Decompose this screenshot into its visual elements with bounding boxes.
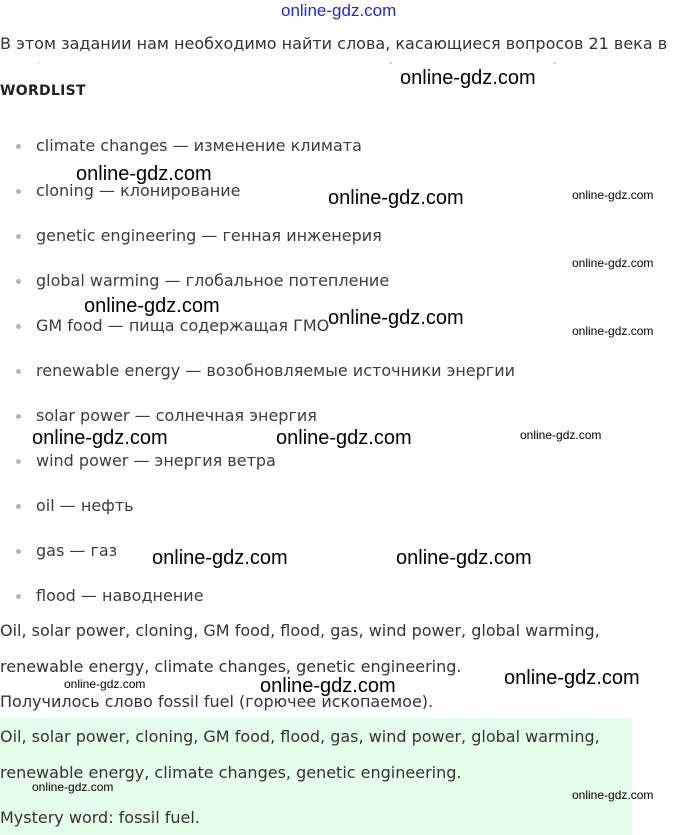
list-item: oil — нефть xyxy=(0,490,515,535)
solution-result: Получилось слово fossil fuel (горючее ископаемое). xyxy=(0,692,434,711)
word-ru: наводнение xyxy=(101,586,204,605)
clipped-text-fragment: ˘ xyxy=(388,62,393,73)
watermark: online-gdz.com xyxy=(76,163,212,185)
bullet-icon xyxy=(16,414,21,419)
word-en: global warming xyxy=(36,271,160,290)
word-en: solar power xyxy=(36,406,130,425)
list-item: global warming — глобальное потепление xyxy=(0,265,515,310)
word-en: wind power xyxy=(36,451,129,470)
word-ru: пища содержащая ГМО xyxy=(128,316,330,335)
list-item: gas — газ xyxy=(0,535,515,580)
watermark: online-gdz.com xyxy=(32,427,168,449)
watermark: online-gdz.com xyxy=(152,547,288,569)
watermark: online-gdz.com xyxy=(328,187,464,209)
watermark: online-gdz.com xyxy=(520,428,602,442)
list-item: climate changes — изменение климата xyxy=(0,130,515,175)
list-item: genetic engineering — генная инженерия xyxy=(0,220,515,265)
watermark: online-gdz.com xyxy=(32,780,114,794)
watermark: online-gdz.com xyxy=(504,667,640,689)
word-en: genetic engineering xyxy=(36,226,197,245)
bullet-icon xyxy=(16,549,21,554)
bullet-icon xyxy=(16,594,21,599)
watermark: online-gdz.com xyxy=(396,547,532,569)
word-ru: солнечная энергия xyxy=(155,406,317,425)
mystery-word: Mystery word: fossil fuel. xyxy=(0,808,200,827)
list-item: cloning — клонирование xyxy=(0,175,515,220)
site-watermark-header: online-gdz.com xyxy=(281,1,397,20)
bullet-icon xyxy=(16,324,21,329)
watermark: online-gdz.com xyxy=(84,295,220,317)
watermark: online-gdz.com xyxy=(276,427,412,449)
word-ru: газ xyxy=(90,541,118,560)
watermark: online-gdz.com xyxy=(400,67,536,89)
word-ru: генная инженерия xyxy=(222,226,382,245)
word-ru: глобальное потепление xyxy=(185,271,390,290)
clipped-text-fragment: ˘ xyxy=(552,62,557,73)
watermark: online-gdz.com xyxy=(260,675,396,697)
word-ru: возобновляемые источники энергии xyxy=(206,361,516,380)
word-en: GM food xyxy=(36,316,103,335)
bullet-icon xyxy=(16,189,21,194)
answer-line-2: renewable energy, climate changes, genetic engineering. xyxy=(0,763,462,782)
list-item: GM food — пища содержащая ГМО xyxy=(0,310,515,355)
answer-line-1: Oil, solar power, cloning, GM food, flood, gas, wind power, global warming, xyxy=(0,727,600,746)
word-en: climate changes xyxy=(36,136,168,155)
solution-line-1: Oil, solar power, cloning, GM food, flood, gas, wind power, global warming, xyxy=(0,621,600,640)
list-item: renewable energy — возобновляемые источники энергии xyxy=(0,355,515,400)
word-en: flood xyxy=(36,586,76,605)
watermark: online-gdz.com xyxy=(572,256,654,270)
list-item: solar power — солнечная энергия xyxy=(0,400,515,445)
word-en: gas xyxy=(36,541,65,560)
watermark: online-gdz.com xyxy=(572,324,654,338)
word-en: renewable energy xyxy=(36,361,181,380)
watermark: online-gdz.com xyxy=(328,307,464,329)
word-ru: энергия ветра xyxy=(154,451,276,470)
intro-text: В этом задании нам необходимо найти слова, касающиеся вопросов 21 века в xyxy=(0,34,668,53)
word-ru: изменение климата xyxy=(193,136,362,155)
word-ru: нефть xyxy=(80,496,134,515)
word-ru: клонирование xyxy=(120,181,241,200)
watermark: online-gdz.com xyxy=(572,788,654,802)
list-item: flood — наводнение xyxy=(0,580,515,625)
bullet-icon xyxy=(16,369,21,374)
bullet-icon xyxy=(16,279,21,284)
clipped-text-fragment: ˙ xyxy=(36,62,41,73)
word-en: oil xyxy=(36,496,55,515)
word-en: cloning xyxy=(36,181,94,200)
list-item: wind power — энергия ветра xyxy=(0,445,515,490)
bullet-icon xyxy=(16,459,21,464)
bullet-icon xyxy=(16,234,21,239)
watermark: online-gdz.com xyxy=(64,677,146,691)
bullet-icon xyxy=(16,144,21,149)
wordlist-heading: WORDLIST xyxy=(0,83,86,99)
watermark: online-gdz.com xyxy=(572,188,654,202)
solution-line-2: renewable energy, climate changes, genetic engineering. xyxy=(0,657,462,676)
bullet-icon xyxy=(16,504,21,509)
